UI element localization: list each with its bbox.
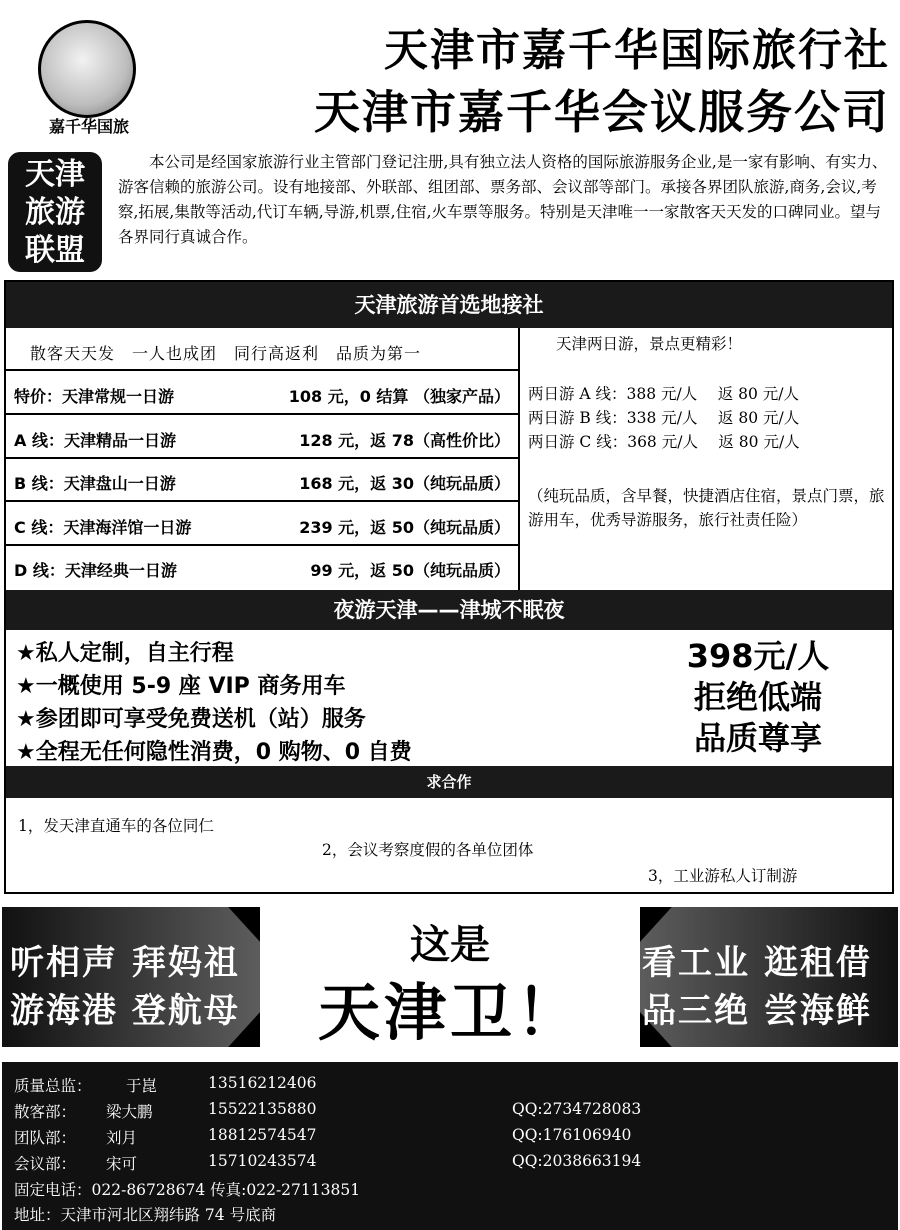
- tour-name: B 线：天津盘山一日游: [14, 474, 176, 493]
- fixed-phone-fax: 固定电话：022-86728674 传真:022-27113851: [14, 1181, 361, 1199]
- row-divider: [6, 500, 518, 502]
- tour-price: 108 元，0 结算 （独家产品）: [288, 387, 510, 406]
- row-divider: [6, 369, 518, 371]
- night-tour-price: 398元/人: [686, 637, 830, 675]
- tour-name: D 线：天津经典一日游: [14, 561, 177, 580]
- cooperation-item: 3，工业游私人订制游: [648, 867, 798, 885]
- contact-qq: QQ:176106940: [512, 1126, 632, 1144]
- day-tour-row: [14, 515, 510, 538]
- union-line: 旅游: [25, 195, 85, 230]
- section-bar-local-agency: 天津旅游首选地接社: [6, 282, 892, 328]
- tour-price: 239 元，返 50（纯玩品质）: [299, 518, 510, 537]
- tour-price: 168 元，返 30（纯玩品质）: [299, 474, 510, 493]
- tour-name: A 线：天津精品一日游: [14, 431, 176, 450]
- banner-center-top: 这是: [410, 921, 490, 968]
- tour-price: 128 元，返 78（高性价比）: [299, 431, 510, 450]
- company-intro: 本公司是经国家旅游行业主管部门登记注册,具有独立法人资格的国际旅游服务企业,是一家有影响、有实力、游客信赖的旅游公司。设有地接部、外联部、组团部、票务部、会议部等部门。承接各界团队旅游,商务,会议,考察,拓展,集散等活动,代订车辆,导游,机票,住宿,火车票等服务。特别是天津唯一一家散客天天发的口碑同业。望与各界同行真诚合作。: [118, 153, 888, 246]
- cooperation-item: 2，会议考察度假的各单位团体: [322, 841, 534, 859]
- contact-role: 团队部：: [14, 1129, 77, 1147]
- globe-logo-icon: [38, 20, 136, 118]
- banner-center: [260, 907, 640, 1047]
- tour-name: 特价：天津常规一日游: [14, 387, 175, 406]
- banner-right-line: 看工业 逛租借: [642, 943, 872, 983]
- contact-name: 刘月: [106, 1129, 138, 1147]
- day-tour-row: [14, 428, 510, 451]
- contact-name: 于崑: [126, 1077, 158, 1095]
- two-day-title: 天津两日游，景点更精彩！: [556, 335, 743, 353]
- banner-right-line: 品三绝 尝海鲜: [642, 991, 872, 1031]
- night-tour-slogan: 品质尊享: [693, 719, 822, 757]
- contact-qq: QQ:2734728083: [512, 1100, 642, 1118]
- day-tour-row: [14, 471, 510, 494]
- night-feature: ★一概使用 5-9 座 VIP 商务用车: [16, 674, 346, 699]
- two-day-line: 两日游 B 线：338 元/人 返 80 元/人: [528, 409, 800, 427]
- contact-phone: 15522135880: [208, 1100, 317, 1118]
- banner-center-main: 天津卫！: [317, 976, 582, 1047]
- two-day-line: 两日游 A 线：388 元/人 返 80 元/人: [528, 385, 800, 403]
- banner-left-line: 游海港 登航母: [10, 991, 240, 1031]
- contact-role: 质量总监：: [14, 1077, 92, 1095]
- column-divider: [518, 328, 520, 590]
- cooperation-item: 1，发天津直通车的各位同仁: [18, 817, 214, 835]
- contact-name: 宋可: [106, 1155, 138, 1173]
- contact-phone: 15710243574: [208, 1152, 317, 1170]
- contact-role: 散客部：: [14, 1103, 77, 1121]
- logo-text: 嘉千华国旅: [48, 117, 129, 136]
- contact-footer: [2, 1062, 898, 1230]
- night-tour-slogan: 拒绝低端: [693, 678, 822, 716]
- contact-name: 梁大鹏: [106, 1103, 153, 1121]
- product-box: [4, 280, 894, 894]
- tour-price: 99 元，返 50（纯玩品质）: [310, 561, 510, 580]
- union-line: 天津: [25, 157, 85, 192]
- two-day-note: （纯玩品质，含早餐，快捷酒店住宿，景点门票，旅游用车，优秀导游服务，旅行社责任险）: [528, 487, 885, 529]
- night-feature: ★私人定制，自主行程: [16, 641, 234, 666]
- two-day-line: 两日游 C 线：368 元/人 返 80 元/人: [528, 433, 800, 451]
- section-bar-cooperation: 求合作: [6, 766, 892, 798]
- row-divider: [6, 544, 518, 546]
- contact-qq: QQ:2038663194: [512, 1152, 642, 1170]
- night-feature: ★全程无任何隐性消费，0 购物、0 自费: [16, 740, 412, 765]
- service-slogans: 散客天天发 一人也成团 同行高返利 品质为第一: [30, 344, 422, 363]
- banner-left-line: 听相声 拜妈祖: [10, 943, 240, 983]
- night-feature: ★参团即可享受免费送机（站）服务: [16, 707, 366, 732]
- tour-name: C 线：天津海洋馆一日游: [14, 518, 192, 537]
- union-line: 联盟: [25, 233, 85, 268]
- contact-phone: 18812574547: [208, 1126, 317, 1144]
- company-title-conference: 天津市嘉千华会议服务公司: [314, 85, 890, 139]
- tianjin-tourism-union-badge: [8, 152, 102, 272]
- section-bar-night-tour: 夜游天津——津城不眠夜: [6, 590, 892, 630]
- contact-role: 会议部：: [14, 1155, 77, 1173]
- day-tour-row: [14, 558, 510, 581]
- address: 地址：天津市河北区翔纬路 74 号底商: [14, 1206, 277, 1224]
- row-divider: [6, 457, 518, 459]
- contact-phone: 13516212406: [208, 1074, 317, 1092]
- day-tour-row: [14, 384, 510, 407]
- tianjin-banner: [2, 907, 898, 1047]
- company-title-travel: 天津市嘉千华国际旅行社: [384, 25, 890, 76]
- row-divider: [6, 413, 518, 415]
